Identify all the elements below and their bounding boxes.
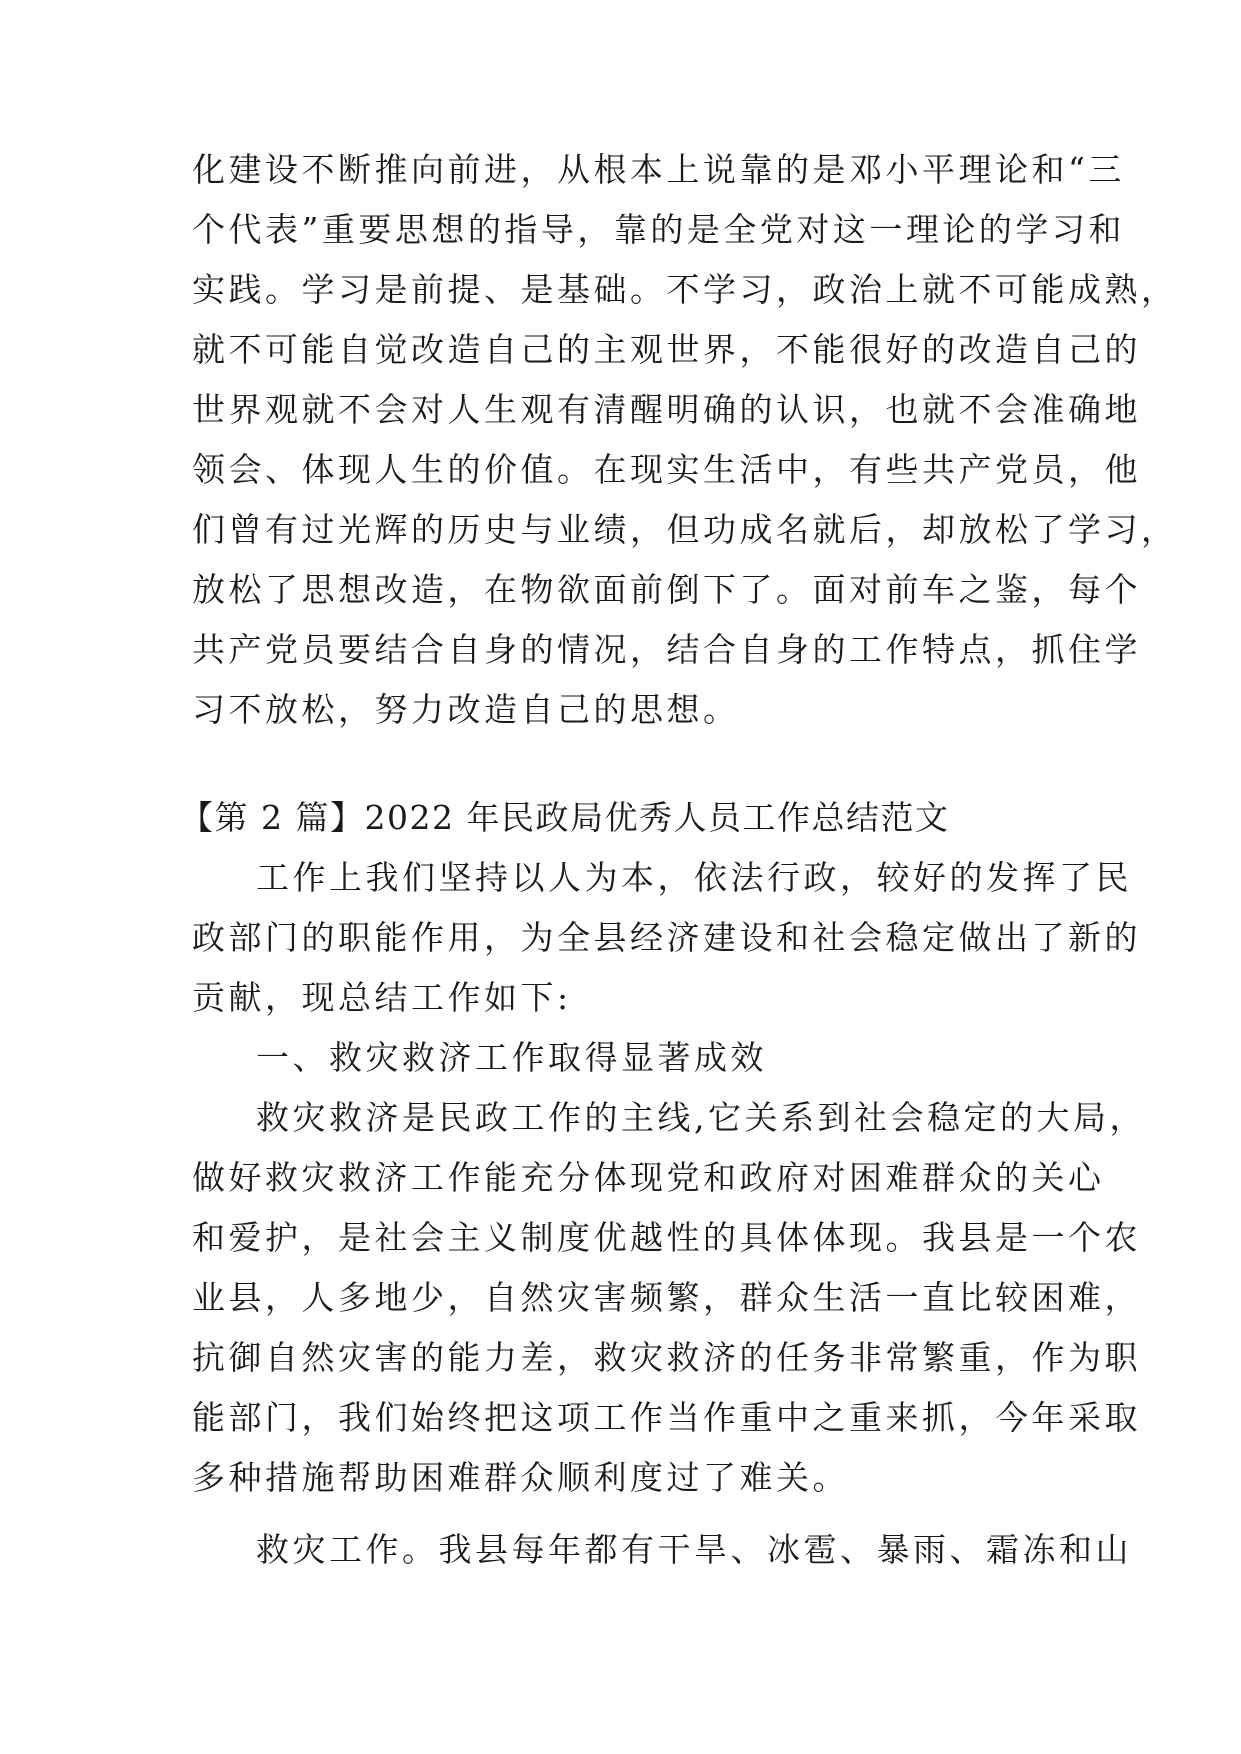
paragraph-line: 共产党员要结合自身的情况，结合自身的工作特点，抓住学 [192, 630, 1141, 669]
paragraph-line: 世界观就不会对人生观有清醒明确的认识，也就不会准确地 [192, 390, 1141, 429]
paragraph-line: 做好救灾救济工作能充分体现党和政府对困难群众的关心 [192, 1158, 1105, 1197]
paragraph-line: 和爱护，是社会主义制度优越性的具体体现。我县是一个农 [192, 1218, 1141, 1257]
paragraph-line: 个代表”重要思想的指导，靠的是全党对这一理论的学习和 [192, 210, 1125, 249]
paragraph-line: 贡献，现总结工作如下: [192, 978, 572, 1017]
paragraph-line: 救灾救济是民政工作的主线,它关系到社会稳定的大局， [256, 1098, 1146, 1137]
paragraph-line: 领会、体现人生的价值。在现实生活中，有些共产党员，他 [192, 450, 1141, 489]
paragraph-line: 多种措施帮助困难群众顺利度过了难关。 [192, 1458, 849, 1497]
paragraph-line: 化建设不断推向前进，从根本上说靠的是邓小平理论和“三 [192, 150, 1125, 189]
paragraph-line: 放松了思想改造，在物欲面前倒下了。面对前车之鉴，每个 [192, 570, 1141, 609]
paragraph-line: 实践。学习是前提、是基础。不学习，政治上就不可能成熟， [192, 270, 1178, 309]
paragraph-line: 能部门，我们始终把这项工作当作重中之重来抓，今年采取 [192, 1398, 1141, 1437]
section-heading: 【第 2 篇】2022 年民政局优秀人员工作总结范文 [180, 798, 950, 837]
paragraph-line: 习不放松，努力改造自己的思想。 [192, 690, 740, 729]
paragraph-line: 们曾有过光辉的历史与业绩，但功成名就后，却放松了学习， [192, 510, 1178, 549]
paragraph-line: 业县，人多地少，自然灾害频繁，群众生活一直比较困难， [192, 1278, 1141, 1317]
paragraph-line: 救灾工作。我县每年都有干旱、冰雹、暴雨、霜冻和山 [256, 1530, 1132, 1569]
subheading: 一、救灾救济工作取得显著成效 [256, 1038, 767, 1077]
paragraph-line: 就不可能自觉改造自己的主观世界，不能很好的改造自己的 [192, 330, 1141, 369]
paragraph-line: 政部门的职能作用，为全县经济建设和社会稳定做出了新的 [192, 918, 1141, 957]
paragraph-line: 工作上我们坚持以人为本，依法行政，较好的发挥了民 [256, 858, 1132, 897]
paragraph-line: 抗御自然灾害的能力差，救灾救济的任务非常繁重，作为职 [192, 1338, 1141, 1377]
